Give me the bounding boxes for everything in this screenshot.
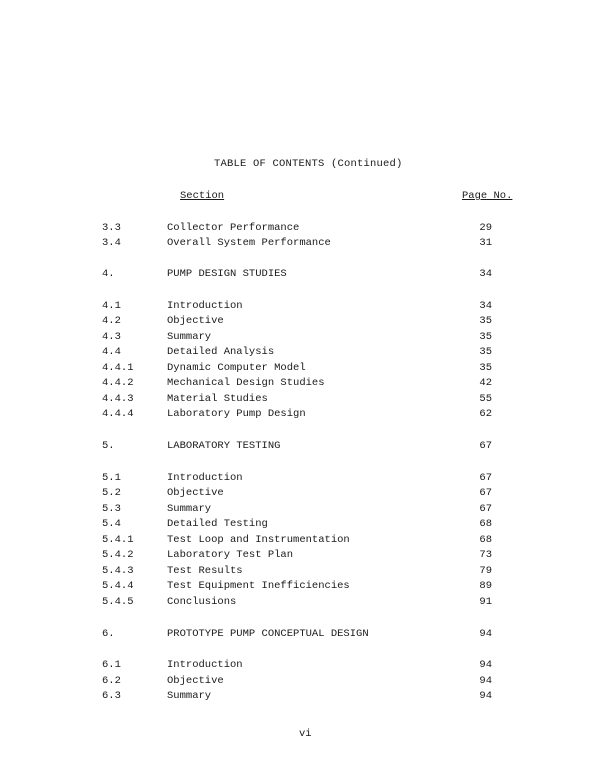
toc-entry-page: 67	[479, 503, 492, 515]
toc-entry	[0, 315, 612, 329]
toc-entry-title: Conclusions	[167, 596, 237, 608]
page-title: TABLE OF CONTENTS (Continued)	[214, 158, 403, 170]
toc-entry	[0, 222, 612, 236]
toc-entry-number: 5.4.5	[102, 596, 134, 608]
toc-entry-page: 79	[479, 565, 492, 577]
toc-entry-title: LABORATORY TESTING	[167, 440, 281, 452]
toc-entry-title: PROTOTYPE PUMP CONCEPTUAL DESIGN	[167, 628, 369, 640]
toc-entry-number: 3.4	[102, 237, 121, 249]
toc-entry-number: 4.	[102, 268, 115, 280]
toc-entry-title: Objective	[167, 675, 224, 687]
toc-entry-number: 4.3	[102, 331, 121, 343]
toc-entry-title: Detailed Analysis	[167, 346, 275, 358]
toc-entry-page: 62	[479, 408, 492, 420]
toc-entry-page: 67	[479, 440, 492, 452]
toc-entry	[0, 487, 612, 501]
toc-entry-title: Overall System Performance	[167, 237, 331, 249]
toc-entry-page: 94	[479, 675, 492, 687]
toc-entry-number: 6.1	[102, 659, 121, 671]
toc-entry-number: 5.	[102, 440, 115, 452]
toc-entry	[0, 628, 612, 642]
toc-entry-page: 91	[479, 596, 492, 608]
section-column-header: Section	[180, 190, 225, 202]
toc-entry-title: Objective	[167, 487, 224, 499]
toc-entry-title: Material Studies	[167, 393, 268, 405]
toc-entry-title: Mechanical Design Studies	[167, 377, 325, 389]
toc-entry	[0, 565, 612, 579]
toc-entry-page: 34	[479, 268, 492, 280]
toc-entry-page: 68	[479, 518, 492, 530]
toc-entry	[0, 580, 612, 594]
toc-entry-number: 4.4.4	[102, 408, 134, 420]
toc-entry-number: 3.3	[102, 222, 121, 234]
toc-entry	[0, 377, 612, 391]
toc-entry-number: 4.4.2	[102, 377, 134, 389]
toc-entry-title: Test Results	[167, 565, 243, 577]
toc-entry-number: 6.2	[102, 675, 121, 687]
toc-entry-number: 5.2	[102, 487, 121, 499]
toc-entry	[0, 346, 612, 360]
toc-entry-page: 89	[479, 580, 492, 592]
toc-entry-number: 5.3	[102, 503, 121, 515]
toc-entry	[0, 472, 612, 486]
toc-entry	[0, 690, 612, 704]
toc-entry-number: 6.	[102, 628, 115, 640]
toc-entry	[0, 362, 612, 376]
toc-entry-page: 35	[479, 331, 492, 343]
footer-page-number: vi	[299, 728, 312, 740]
toc-entry-title: Summary	[167, 331, 212, 343]
toc-entry-page: 35	[479, 315, 492, 327]
toc-entry	[0, 534, 612, 548]
toc-entry-page: 31	[479, 237, 492, 249]
toc-entry-page: 42	[479, 377, 492, 389]
toc-entry-title: Test Equipment Inefficiencies	[167, 580, 350, 592]
toc-entry-number: 5.4.3	[102, 565, 134, 577]
toc-entry-title: Dynamic Computer Model	[167, 362, 306, 374]
toc-entry-number: 6.3	[102, 690, 121, 702]
toc-entry	[0, 596, 612, 610]
toc-entry	[0, 549, 612, 563]
toc-entry-title: Laboratory Test Plan	[167, 549, 294, 561]
toc-entry-title: Detailed Testing	[167, 518, 268, 530]
toc-entry	[0, 331, 612, 345]
toc-entry	[0, 300, 612, 314]
toc-entry	[0, 518, 612, 532]
toc-entry-page: 73	[479, 549, 492, 561]
toc-entry	[0, 393, 612, 407]
toc-entry-title: Summary	[167, 503, 212, 515]
toc-entry-title: Objective	[167, 315, 224, 327]
toc-entry-number: 4.1	[102, 300, 121, 312]
toc-entry-title: Summary	[167, 690, 212, 702]
toc-entry-page: 68	[479, 534, 492, 546]
toc-entry-number: 5.4.2	[102, 549, 134, 561]
toc-entry-title: Collector Performance	[167, 222, 300, 234]
toc-entry-number: 4.4	[102, 346, 121, 358]
toc-entry-page: 55	[479, 393, 492, 405]
toc-entry	[0, 659, 612, 673]
toc-entry-number: 5.4	[102, 518, 121, 530]
toc-entry-title: Test Loop and Instrumentation	[167, 534, 350, 546]
toc-entry-page: 67	[479, 472, 492, 484]
toc-entry	[0, 440, 612, 454]
toc-entry-number: 5.4.4	[102, 580, 134, 592]
toc-entry-title: Introduction	[167, 300, 243, 312]
toc-entry-page: 67	[479, 487, 492, 499]
toc-entry-title: PUMP DESIGN STUDIES	[167, 268, 287, 280]
toc-entry-number: 4.4.3	[102, 393, 134, 405]
toc-entry-number: 4.2	[102, 315, 121, 327]
toc-entry	[0, 237, 612, 251]
toc-entry-page: 94	[479, 659, 492, 671]
toc-entry-title: Laboratory Pump Design	[167, 408, 306, 420]
toc-entry-page: 34	[479, 300, 492, 312]
toc-entry-number: 5.4.1	[102, 534, 134, 546]
toc-entry-title: Introduction	[167, 659, 243, 671]
toc-entry-page: 35	[479, 362, 492, 374]
page-number-column-header: Page No.	[462, 190, 513, 202]
toc-entry-title: Introduction	[167, 472, 243, 484]
toc-entry-page: 35	[479, 346, 492, 358]
toc-entry-number: 4.4.1	[102, 362, 134, 374]
toc-entry	[0, 503, 612, 517]
toc-entry	[0, 675, 612, 689]
toc-entry	[0, 268, 612, 282]
toc-entry-number: 5.1	[102, 472, 121, 484]
toc-entry-page: 94	[479, 690, 492, 702]
toc-entry-page: 29	[479, 222, 492, 234]
toc-entry	[0, 408, 612, 422]
toc-entry-page: 94	[479, 628, 492, 640]
